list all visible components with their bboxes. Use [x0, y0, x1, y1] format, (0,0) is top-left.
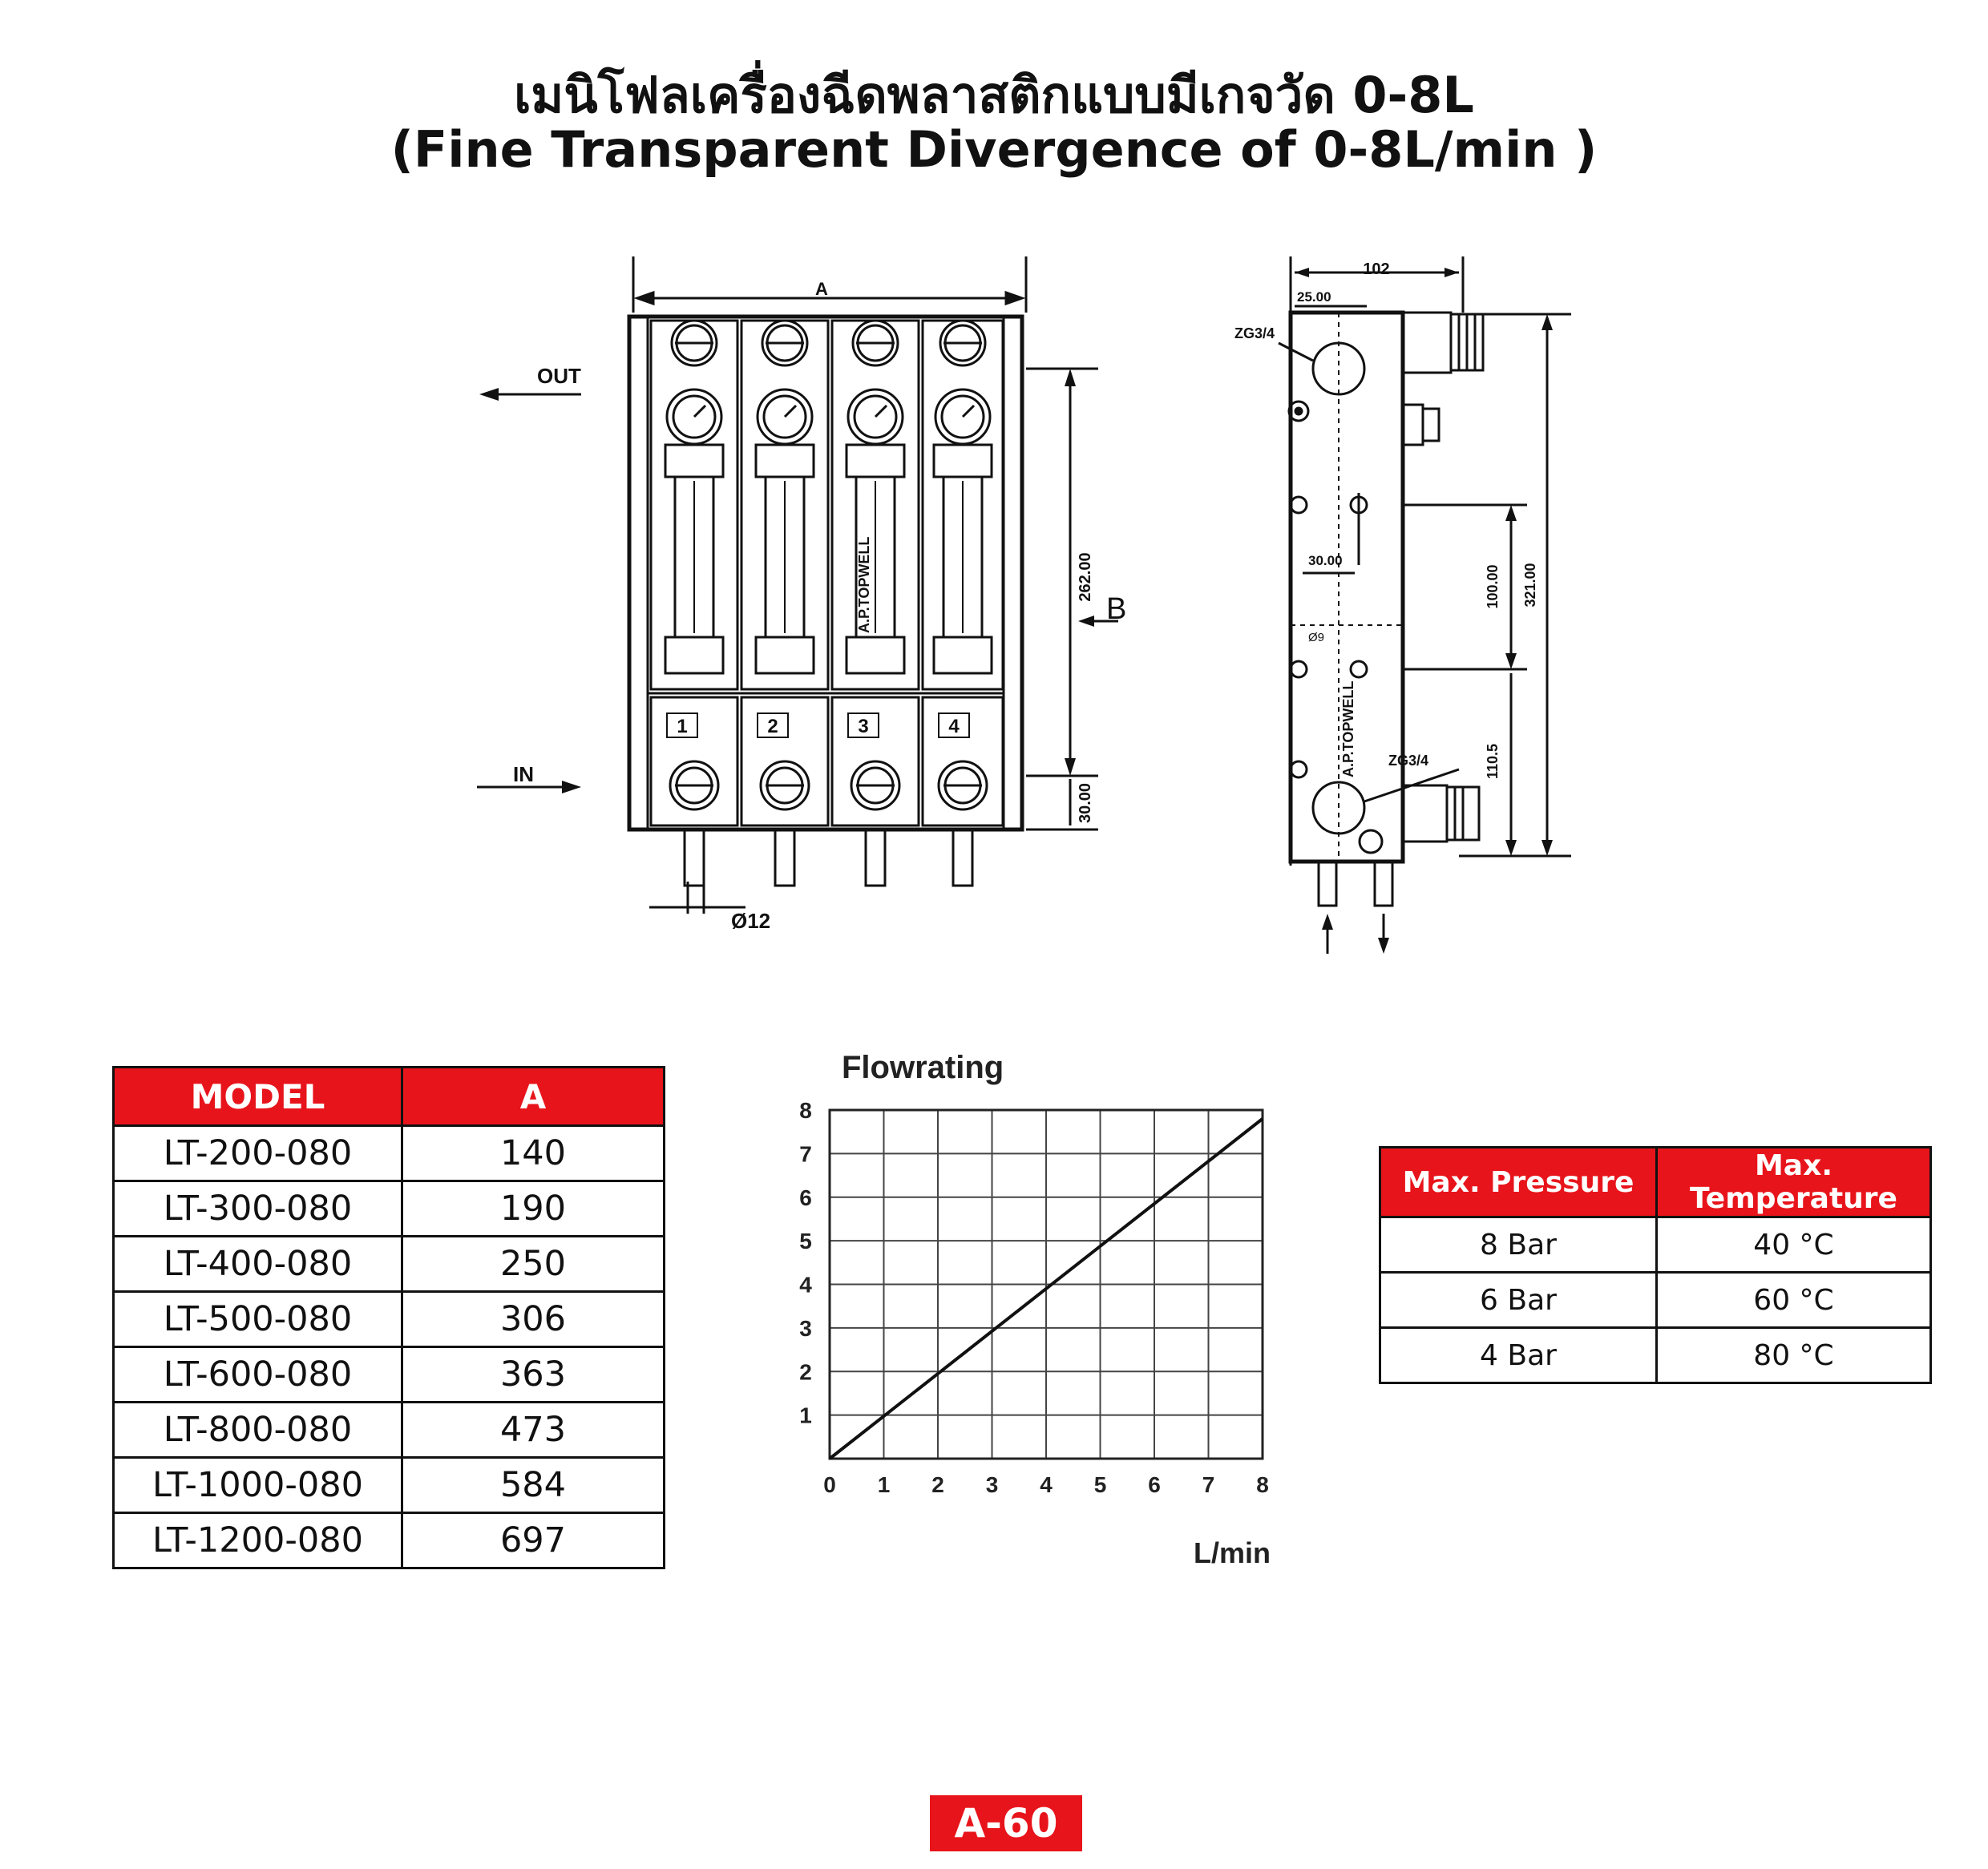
- x-tick-label: 7: [1202, 1472, 1215, 1497]
- model-cell: LT-800-080: [114, 1403, 402, 1458]
- page-title-english: (Fine Transparent Divergence of 0-8L/min ): [390, 120, 1598, 179]
- y-tick-label: 3: [799, 1315, 812, 1341]
- a-cell: 473: [402, 1403, 665, 1458]
- chart-x-ticks: [823, 1472, 1269, 1497]
- chart-title: Flowrating: [842, 1050, 1004, 1085]
- channel-3: [832, 321, 919, 886]
- dim-30-side: 30.00: [1308, 553, 1343, 568]
- inlet-arrow-icon: [1322, 914, 1333, 930]
- dim-30: 30.00: [1077, 782, 1094, 824]
- outlet-arrow-icon: [1378, 938, 1389, 954]
- table-row: [114, 1403, 665, 1458]
- model-cell: LT-200-080: [114, 1126, 402, 1181]
- table-row: [1380, 1217, 1931, 1273]
- table-row: [114, 1458, 665, 1513]
- dim-262: 262.00: [1077, 552, 1094, 602]
- page-number-badge: A-60: [930, 1795, 1082, 1851]
- dim-321: 321.00: [1522, 563, 1538, 608]
- dim-102: 102: [1363, 260, 1390, 278]
- temperature-cell: 60 °C: [1657, 1273, 1931, 1328]
- chart-y-ticks: [799, 1098, 812, 1428]
- in-arrow-icon: [562, 781, 581, 793]
- a-cell: 190: [402, 1181, 665, 1237]
- x-tick-label: 3: [985, 1472, 999, 1497]
- front-watermark: A.P.TOPWELL: [856, 536, 872, 633]
- a-cell: 140: [402, 1126, 665, 1181]
- page-title-thai: เมนิโฟลเครื่องฉีดพลาสติกแบบมีเกจวัด 0-8L: [514, 66, 1474, 124]
- table-row: [114, 1237, 665, 1292]
- channel-2: [741, 321, 828, 886]
- table-header-row: [1380, 1148, 1931, 1217]
- x-tick-label: 1: [877, 1472, 891, 1497]
- in-label: IN: [513, 762, 534, 786]
- model-table: [112, 1066, 665, 1569]
- x-tick-label: 5: [1093, 1472, 1107, 1497]
- b-arrow-icon: [1078, 616, 1094, 627]
- model-cell: LT-300-080: [114, 1181, 402, 1237]
- x-tick-label: 6: [1148, 1472, 1161, 1497]
- dim-110: 110.5: [1485, 743, 1501, 780]
- front-view-drawing: [465, 248, 1154, 970]
- dia-12-label: Ø12: [731, 909, 771, 933]
- dim-a-label: A: [815, 279, 828, 299]
- table-row: [114, 1181, 665, 1237]
- x-tick-label: 8: [1256, 1472, 1269, 1497]
- y-tick-label: 1: [799, 1403, 812, 1428]
- y-tick-label: 5: [799, 1229, 812, 1254]
- zg-top-label: ZG3/4: [1234, 325, 1275, 341]
- table-row: [1380, 1328, 1931, 1383]
- channel-1: [651, 321, 737, 886]
- b-label: B: [1106, 592, 1127, 626]
- channel-number: 1: [677, 716, 688, 737]
- a-cell: 584: [402, 1458, 665, 1513]
- y-tick-label: 6: [799, 1185, 812, 1210]
- model-cell: LT-600-080: [114, 1347, 402, 1403]
- dim-25: 25.00: [1297, 289, 1331, 305]
- table-row: [114, 1347, 665, 1403]
- table-row: [114, 1126, 665, 1181]
- a-cell: 250: [402, 1237, 665, 1292]
- temperature-cell: 40 °C: [1657, 1217, 1931, 1273]
- model-cell: LT-1000-080: [114, 1458, 402, 1513]
- channel-number: 2: [767, 716, 778, 737]
- chart-x-label: L/min: [1194, 1536, 1271, 1569]
- phi9-label: Ø9: [1308, 631, 1325, 644]
- dim-100: 100.00: [1485, 564, 1501, 609]
- model-cell: LT-500-080: [114, 1292, 402, 1347]
- table-header-row: [114, 1068, 665, 1126]
- y-tick-label: 7: [799, 1141, 812, 1167]
- pressure-cell: 8 Bar: [1380, 1217, 1657, 1273]
- y-tick-label: 8: [799, 1098, 812, 1123]
- column-header: MODEL: [114, 1068, 402, 1126]
- column-header: Max. Temperature: [1657, 1148, 1931, 1217]
- model-cell: LT-400-080: [114, 1237, 402, 1292]
- out-arrow-icon: [479, 388, 499, 401]
- a-cell: 306: [402, 1292, 665, 1347]
- column-header: Max. Pressure: [1380, 1148, 1657, 1217]
- column-header: A: [402, 1068, 665, 1126]
- flowrating-chart: [770, 1034, 1299, 1595]
- table-row: [114, 1292, 665, 1347]
- channel-number: 3: [858, 716, 869, 737]
- x-tick-label: 4: [1040, 1472, 1053, 1497]
- pressure-cell: 6 Bar: [1380, 1273, 1657, 1328]
- y-tick-label: 2: [799, 1359, 812, 1385]
- side-view-drawing: [1218, 248, 1603, 970]
- table-row: [114, 1513, 665, 1568]
- pressure-temperature-table: [1379, 1146, 1932, 1384]
- temperature-cell: 80 °C: [1657, 1328, 1931, 1383]
- out-label: OUT: [537, 364, 581, 388]
- y-tick-label: 4: [799, 1272, 812, 1298]
- table-row: [1380, 1273, 1931, 1328]
- model-cell: LT-1200-080: [114, 1513, 402, 1568]
- a-cell: 697: [402, 1513, 665, 1568]
- x-tick-label: 0: [823, 1472, 836, 1497]
- channel-4: [923, 321, 1003, 886]
- pressure-cell: 4 Bar: [1380, 1328, 1657, 1383]
- channel-number: 4: [948, 716, 960, 737]
- x-tick-label: 2: [931, 1472, 944, 1497]
- side-watermark: A.P.TOPWELL: [1340, 680, 1356, 777]
- a-cell: 363: [402, 1347, 665, 1403]
- zg-bottom-label: ZG3/4: [1388, 753, 1429, 769]
